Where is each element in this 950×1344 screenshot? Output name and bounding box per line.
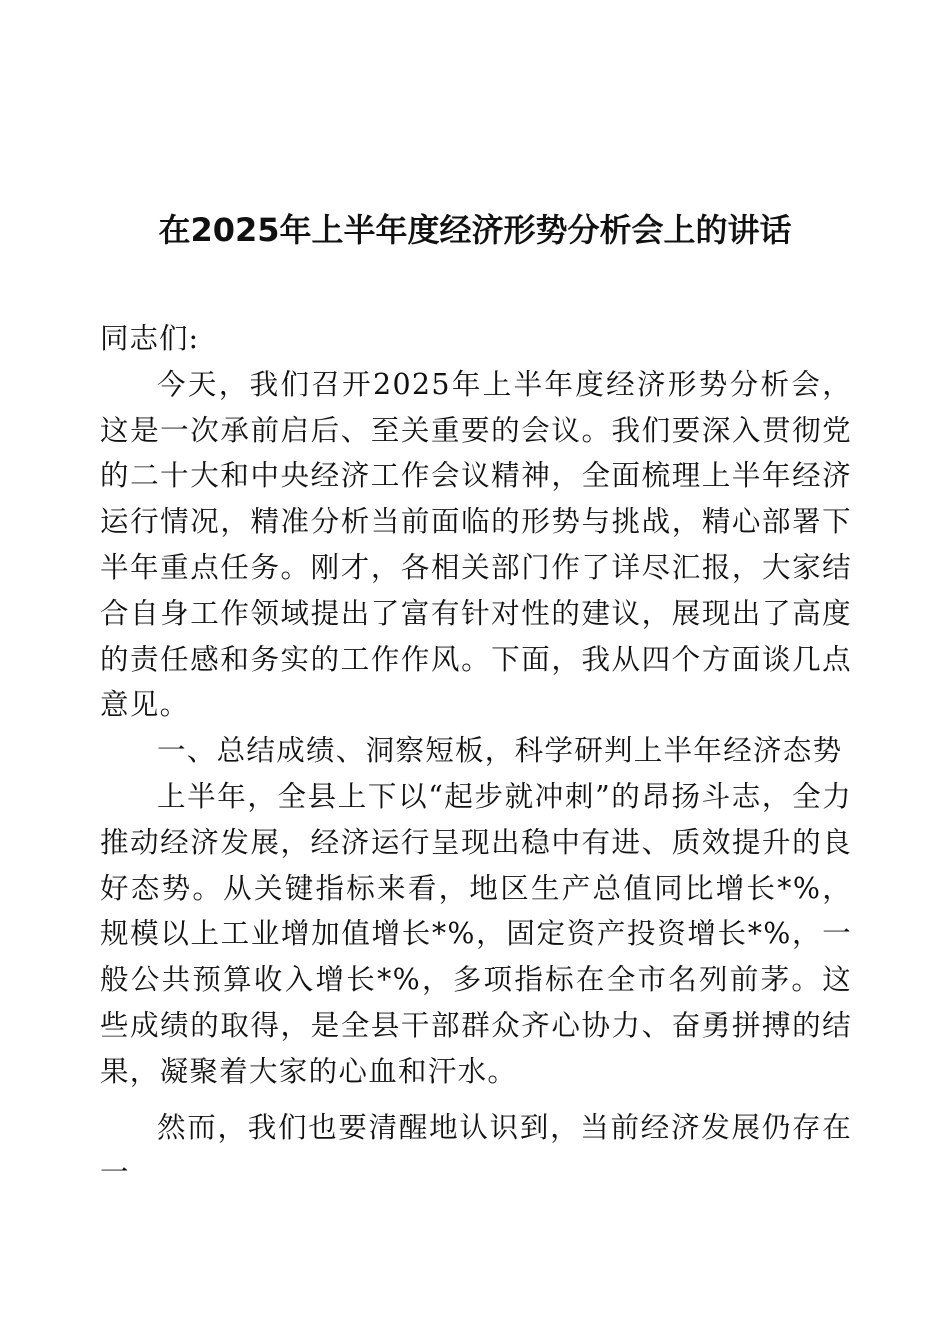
paragraph-achievements: 上半年，全县上下以“起步就冲刺”的昂扬斗志，全力推动经济发展，经济运行呈现出稳中有进、质效提升的良好态势。从关键指标来看，地区生产总值同比增长*%，规模以上工业增加值增长*%，固定资产投资增长*%，一般公共预算收入增长*%，多项指标在全市名列前茅。这些成绩的取得，是全县干部群众齐心协力、奋勇拼搏的结果，凝聚着大家的心血和汗水。 <box>100 779 852 1088</box>
salutation: 同志们: <box>100 322 200 355</box>
section-heading-1: 一、总结成绩、洞察短板，科学研判上半年经济态势 <box>157 734 843 768</box>
paragraph-opening: 今天，我们召开2025年上半年度经济形势分析会，这是一次承前启后、至关重要的会议。我们要深入贯彻党的二十大和中央经济工作会议精神，全面梳理上半年经济运行情况，精准分析当前面临的形势与挑战，精心部署下半年重点任务。刚才，各相关部门作了详尽汇报，大家结合自身工作领域提出了富有针对性的建议，展现出了高度的责任感和务实的工作作风。下面，我从四个方面谈几点意见。 <box>100 367 852 722</box>
document-body <box>100 316 852 1196</box>
document-title: 在2025年上半年度经济形势分析会上的讲话 <box>158 211 792 249</box>
paragraph-challenges: 然而，我们也要清醒地认识到，当前经济发展仍存在一 <box>100 1110 852 1190</box>
